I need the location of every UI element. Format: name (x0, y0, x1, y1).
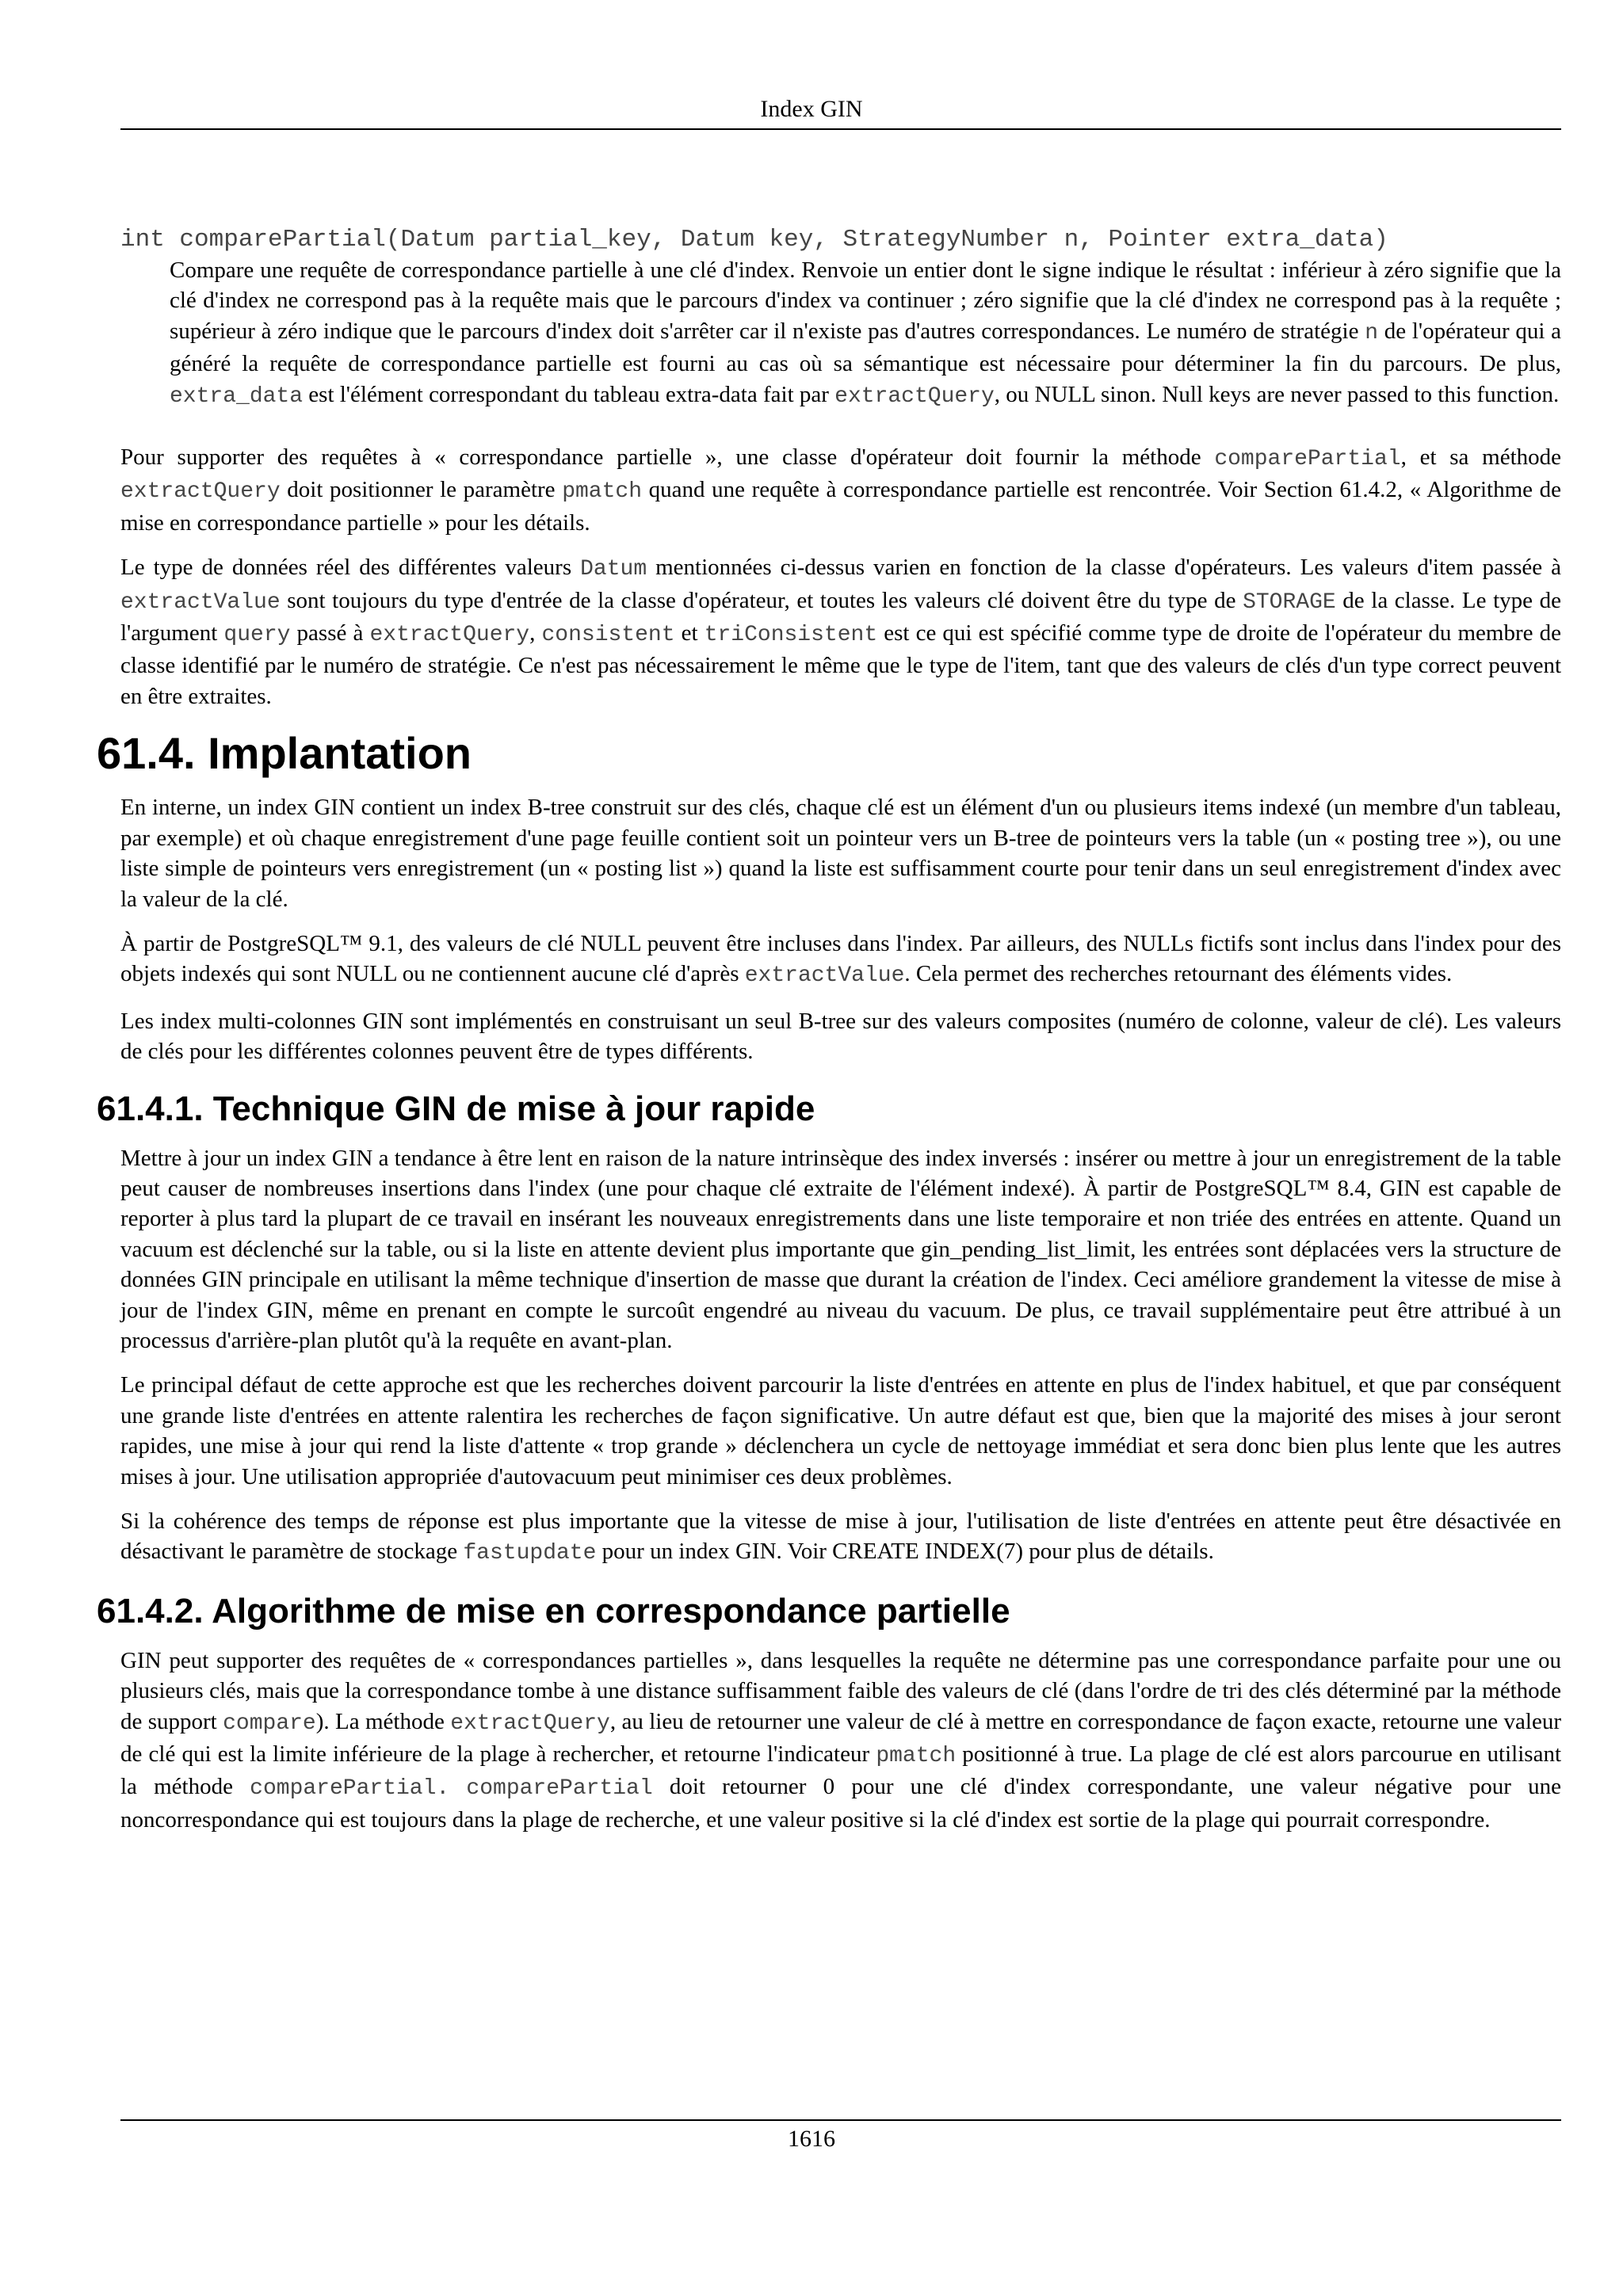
section-heading-partial-match: 61.4.2. Algorithme de mise en correspondance partielle (97, 1591, 1010, 1630)
code-literal: extractQuery (450, 1711, 610, 1736)
code-literal: pmatch (562, 479, 643, 505)
footer-rule (120, 2119, 1561, 2121)
text-run: Pour supporter des requêtes à « correspondance partielle », une classe d'opérateur doit fournir la méthode (120, 444, 1215, 471)
code-literal: consistent (541, 623, 675, 648)
implantation-paragraph-3 (120, 1006, 1561, 1067)
page-content (97, 225, 1562, 1849)
text-run: ). La méthode (315, 1708, 451, 1734)
text-run: Le type de données réel des différentes valeurs (120, 555, 581, 581)
text-run: de l'opérateur qui a généré la requête de correspondance partielle est fourni au cas où sa sémantique est nécessaire pour déterminer la fin du parcours. De plus, (170, 318, 1562, 377)
text-run: . Cela permet des recherches retournant des éléments vides. (904, 961, 1453, 987)
code-literal: query (223, 623, 291, 648)
code-literal: pmatch (876, 1744, 957, 1769)
code-literal: extractQuery (369, 623, 530, 648)
text-run: doit retourner 0 pour une clé d'index correspondante, une valeur négative pour une noncorrespondance qui est toujours dans la plage de recherche, et une valeur positive si la clé d'index est sortie de la plage qui pourrait correspondre. (120, 1774, 1561, 1833)
fast-update-paragraph-1 (120, 1143, 1561, 1356)
text-run: quand une requête à correspondance partielle est rencontrée. Voir Section 61.4.2, « Algorithme de mise en correspondance partielle » pour les détails. (120, 477, 1562, 536)
fast-update-paragraph-2 (120, 1370, 1561, 1492)
text-run: , ou NULL sinon. Null keys are never passed to this function. (994, 381, 1560, 407)
text-run: mentionnées ci-dessus varien en fonction de la classe d'opérateurs. Les valeurs d'item passée à (647, 555, 1561, 581)
code-literal: n (1365, 320, 1378, 345)
text-run: est l'élément correspondant du tableau extra-data fait par (303, 381, 835, 407)
code-literal: STORAGE (1243, 589, 1336, 615)
text-run: sont toujours du type d'entrée de la classe d'opérateur, et toutes les valeurs clé doivent être du type de (280, 587, 1243, 613)
definition-entry (120, 225, 1561, 412)
text-run: Mettre à jour un index GIN a tendance à être lent en raison de la nature intrinsèque des index inversés : insérer ou mettre à jour un enregistrement de la table peut causer de nombreuses insertions dans l'index (une pour chaque clé extraite de l'élément indexé). À partir de PostgreSQL™ 8.4, GIN est capable de reporter à plus tard la plupart de ce travail en insérant les nouveaux enregistrements dans une liste temporaire et non triée des entrées en attente. Quand un vacuum est déclenché sur la table, ou si la liste en attente devient plus importante que gin_pending_list_limit, les entrées sont déplacées vers la structure de données GIN principale en utilisant la même technique d'insertion de masse que durant la création de l'index. Ceci améliore grandement la vitesse de mise à jour de l'index GIN, même en prenant en compte le surcoût engendré au niveau du vacuum. De plus, ce travail supplémentaire peut être attribué à un processus d'arrière-plan plutôt qu'à la requête en avant-plan. (120, 1145, 1561, 1353)
code-literal: comparePartial (466, 1776, 653, 1802)
text-run: En interne, un index GIN contient un index B-tree construit sur des clés, chaque clé est un élément d'un ou plusieurs items indexé (un membre d'un tableau, par exemple) et où chaque enregistrement d'une page feuille contient soit un pointeur vers un B-tree de pointeurs vers la table (un « posting tree »), ou une liste simple de pointeurs vers enregistrement (un « posting list ») quand la liste est suffisamment courte pour tenir dans un seul enregistrement d'index avec la valeur de la clé. (120, 795, 1561, 912)
code-literal: extra_data (170, 383, 304, 409)
page-number: 1616 (788, 2126, 835, 2152)
text-run: positionné à true. La plage de clé est alors parcourue en utilisant la méthode (120, 1741, 1561, 1800)
text-run: GIN peut supporter des requêtes de « correspondances partielles », dans lesquelles la requête ne détermine pas une correspondance parfaite pour une ou plusieurs clés, mais que la correspondance tombe à une distance suffisamment faible des valeurs de clé (dans l'ordre de tri des clés déterminé par la méthode de support (120, 1647, 1561, 1734)
text-run (449, 1774, 466, 1799)
text-run: Si la cohérence des temps de réponse est plus importante que la vitesse de mise à jour, l'utilisation de liste d'entrées en attente peut être désactivée en désactivant le paramètre de stockage (120, 1508, 1561, 1565)
code-literal: triConsistent (704, 623, 878, 648)
code-literal: compare (223, 1711, 316, 1736)
code-literal: Datum (580, 557, 647, 582)
section-heading-fast-update: 61.4.1. Technique GIN de mise à jour rapide (97, 1089, 815, 1128)
code-literal: comparePartial (1214, 447, 1401, 472)
text-run: Les index multi-colonnes GIN sont implémentés en construisant un seul B-tree sur des valeurs composites (numéro de colonne, valeur de clé). Les valeurs de clés pour les différentes colonnes peuvent être de types différents. (120, 1008, 1561, 1065)
function-signature: int comparePartial(Datum partial_key, Datum key, StrategyNumber n, Pointer extra_data) (120, 226, 1388, 254)
text-run: Le principal défaut de cette approche est que les recherches doivent parcourir la liste d'entrées en attente en plus de l'index habituel, et que par conséquent une grande liste d'entrées en attente ralentira les recherches de façon significative. Un autre défaut est que, bien que la majorité des mises à jour seront rapides, une mise à jour qui rend la liste d'attente « trop grande » déclenchera un cycle de nettoyage immédiat et sera donc bien plus lente que les autres mises à jour. Une utilisation appropriée d'autovacuum peut minimiser ces deux problèmes. (120, 1372, 1561, 1489)
section-heading-implantation: 61.4. Implantation (97, 728, 472, 779)
text-run: pour un index GIN. Voir CREATE INDEX(7) pour plus de détails. (596, 1539, 1214, 1565)
text-run: À partir de PostgreSQL™ 9.1, des valeurs de clé NULL peuvent être incluses dans l'index. Par ailleurs, des NULLs fictifs sont inclus dans l'index pour des objets indexés qui sont NULL ou ne contiennent aucune clé d'après (120, 930, 1561, 987)
text-run: Compare une requête de correspondance partielle à une clé d'index. Renvoie un entier dont le signe indique le résultat : inférieur à zéro signifie que la clé d'index ne correspond pas à la requête mais que le parcours d'index va continuer ; zéro signifie que la clé d'index ne correspond pas à la requête ; supérieur à zéro indique que le parcours d'index doit s'arrêter car il n'existe pas d'autres correspondances. Le numéro de stratégie (170, 257, 1561, 344)
code-literal: extractValue (120, 589, 281, 615)
page-header-title: Index GIN (760, 96, 863, 122)
text-run: , et sa méthode (1400, 444, 1562, 471)
code-literal: fastupdate (463, 1541, 597, 1566)
code-literal: extractValue (744, 963, 905, 989)
text-run: doit positionner le paramètre (280, 477, 563, 503)
text-run: , (529, 620, 542, 646)
partial-match-paragraph-1 (120, 1646, 1561, 1835)
implantation-paragraph-2 (120, 929, 1561, 992)
header-rule (120, 128, 1561, 130)
code-literal: comparePartial. (250, 1776, 450, 1802)
text-run: , au lieu de retourner une valeur de clé à mettre en correspondance de façon exacte, retourne une valeur de clé qui est la limite inférieure de la plage à rechercher, et retourne l'indicateur (120, 1708, 1561, 1768)
text-run: passé à (290, 620, 370, 646)
fast-update-paragraph-3 (120, 1506, 1561, 1569)
text-run: et (674, 620, 705, 646)
text-run: de la classe. Le type de l'argument (120, 587, 1561, 646)
code-literal: extractQuery (120, 479, 281, 505)
implantation-paragraph-1 (120, 792, 1561, 914)
intro-paragraph-1 (120, 442, 1561, 538)
definition-description (170, 255, 1561, 412)
intro-paragraph-2 (120, 552, 1561, 711)
text-run: est ce qui est spécifié comme type de droite de l'opérateur du membre de classe identifié par le numéro de stratégie. Ce n'est pas nécessairement le même que le type de l'item, tant que des valeurs de clés d'un type correct peuvent en être extraites. (120, 620, 1562, 709)
code-literal: extractQuery (834, 383, 995, 409)
